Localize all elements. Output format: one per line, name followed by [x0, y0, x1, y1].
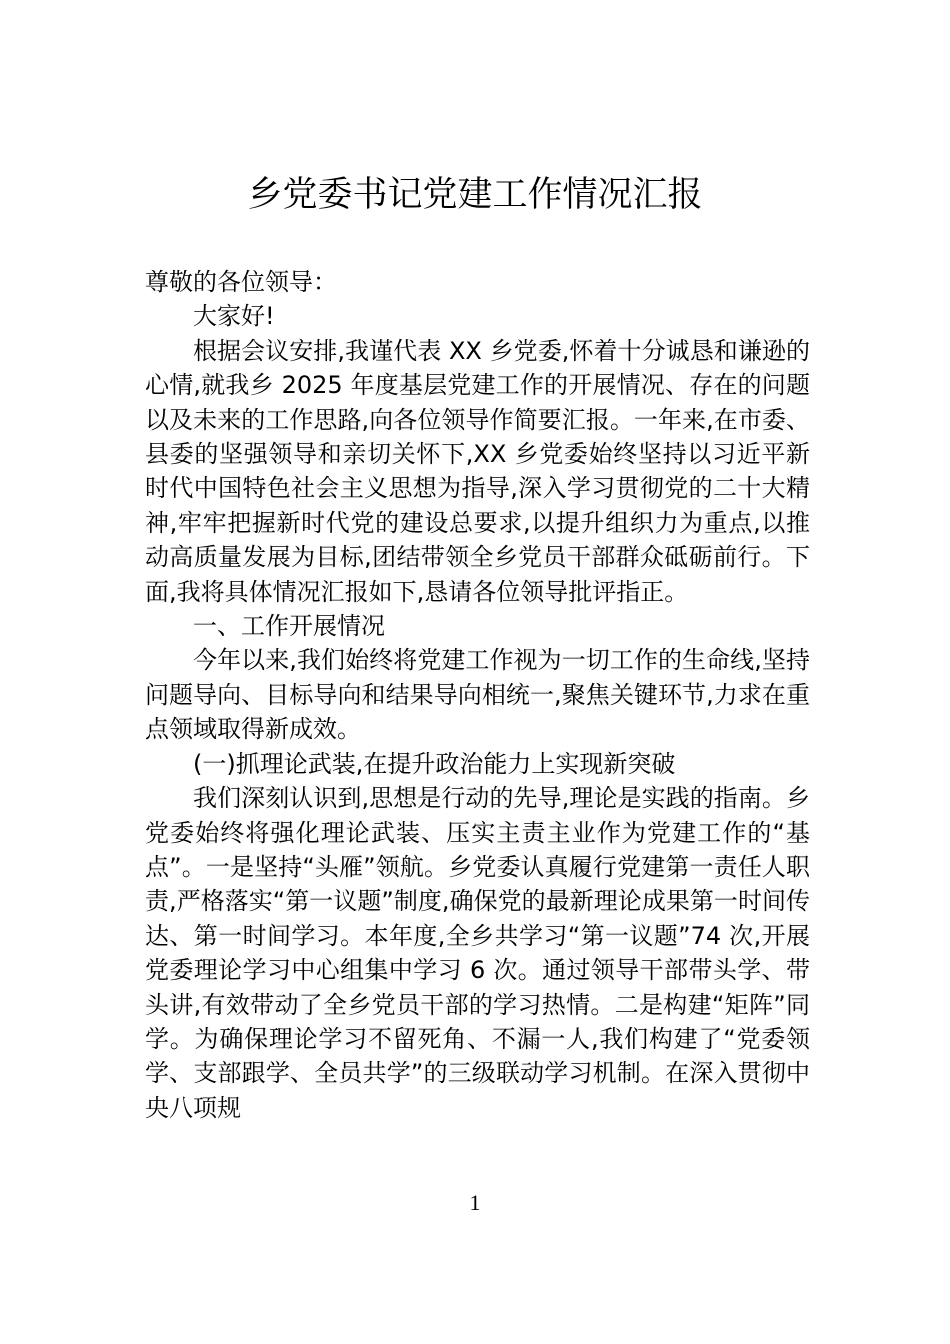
subsection-heading: (一)抓理论武装,在提升政治能力上实现新突破 [193, 749, 676, 778]
document-title: 乡党委书记党建工作情况汇报 [247, 175, 703, 215]
page-number: 1 [469, 1190, 481, 1215]
document-body [145, 265, 810, 1125]
paragraph-theory: 我们深刻认识到,思想是行动的先导,理论是实践的指南。乡党委始终将强化理论武装、压实主责主业作为党建工作的“基点”。一是坚持“头雁”领航。乡党委认真履行党建第一责任人职责,严格落实“第一议题”制度,确保党的最新理论成果第一时间传达、第一时间学习。本年度,全乡共学习“第一议题”74 次,开展党委理论学习中心组集中学习 6 次。通过领导干部带头学、带头讲,有效带动了全乡党员干部的学习热情。二是构建“矩阵”同学。为确保理论学习不留死角、不漏一人,我们构建了“党委领学、支部跟学、全员共学”的三级联动学习机制。在深入贯彻中央八项规 [145, 784, 810, 1122]
salutation: 尊敬的各位领导： [145, 268, 337, 296]
greeting: 大家好! [193, 302, 275, 331]
section-heading: 一、工作开展情况 [193, 612, 385, 641]
paragraph-intro: 根据会议安排,我谨代表 XX 乡党委,怀着十分诚恳和谦逊的心情,就我乡 2025 年度基层党建工作的开展情况、存在的问题以及未来的工作思路,向各位领导作简要汇报。一年来,在市委、县委的坚强领导和亲切关怀下,XX 乡党委始终坚持以习近平新时代中国特色社会主义思想为指导,深入学习贯彻党的二十大精神,牢牢把握新时代党的建设总要求,以提升组织力为重点,以推动高质量发展为目标,团结带领全乡党员干部群众砥砺前行。下面,我将具体情况汇报如下,恳请各位领导批评指正。 [145, 336, 810, 606]
paragraph-overview: 今年以来,我们始终将党建工作视为一切工作的生命线,坚持问题导向、目标导向和结果导向相统一,聚焦关键环节,力求在重点领域取得新成效。 [145, 646, 810, 744]
